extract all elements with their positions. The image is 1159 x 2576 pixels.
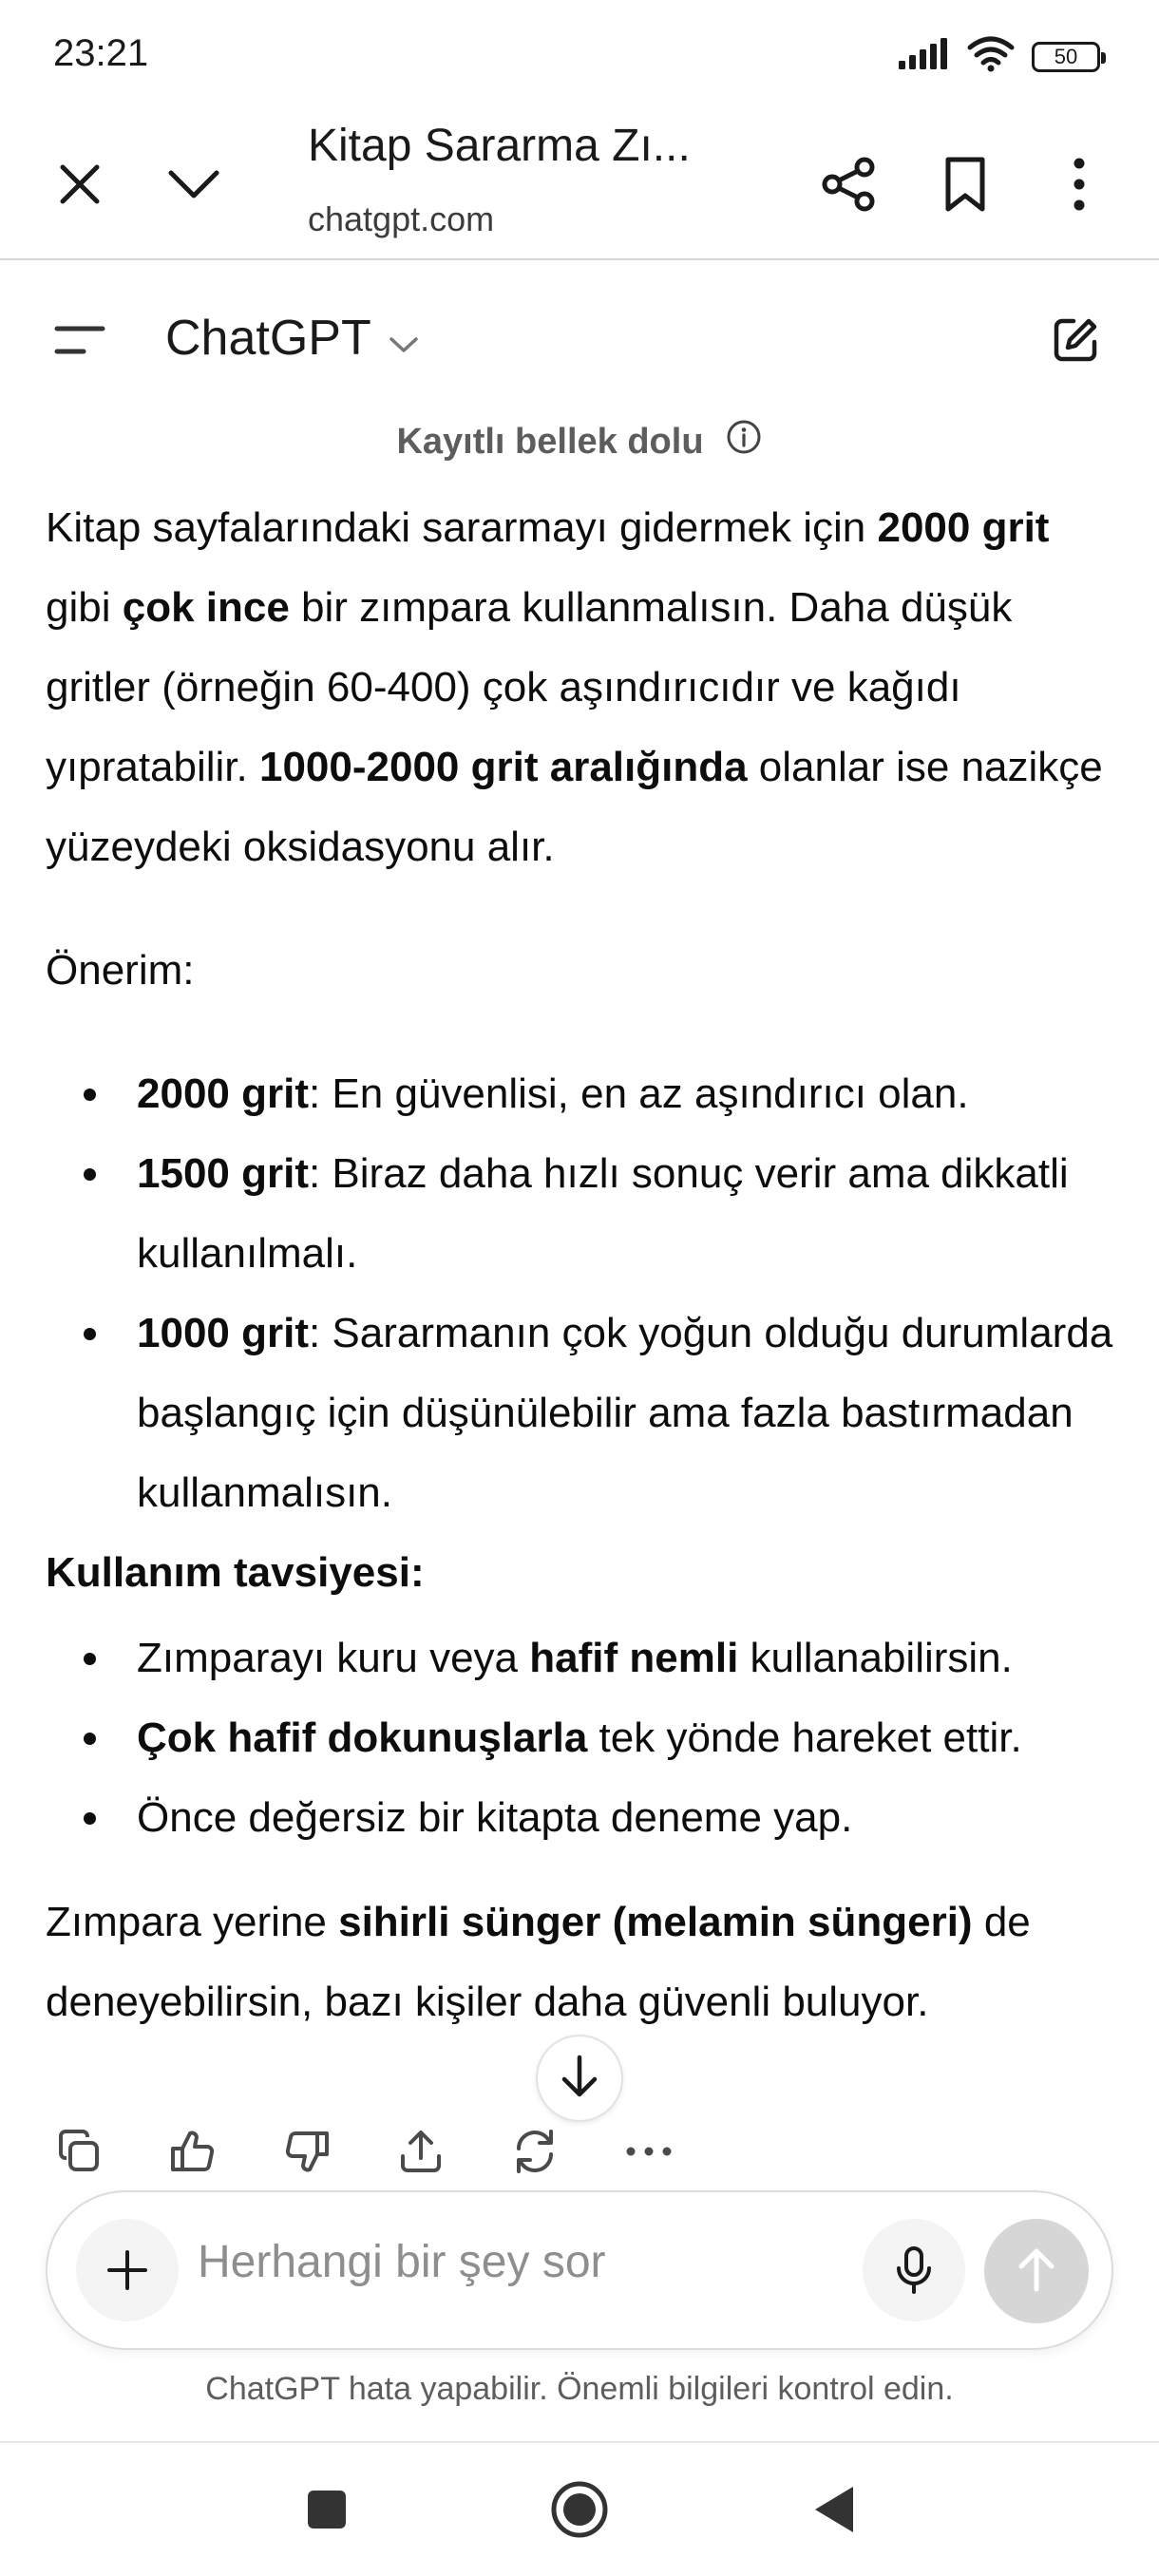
list-item: 2000 grit: En güvenlisi, en az aşındırıcı olan. bbox=[46, 1054, 1119, 1134]
list-item: 1000 grit: Sararmanın çok yoğun olduğu durumlarda başlangıç için düşünülebilir ama fazla bastırmadan kullanmalısın. bbox=[46, 1294, 1119, 1533]
recommendation-list bbox=[46, 1054, 1119, 1533]
recent-apps-icon[interactable] bbox=[289, 2472, 365, 2548]
list-item: 1500 grit: Biraz daha hızlı sonuç verir ama dikkatli kullanılmalı. bbox=[46, 1134, 1119, 1294]
copy-icon[interactable] bbox=[42, 2114, 116, 2188]
message-composer bbox=[46, 2190, 1113, 2350]
memory-note-text: Kayıtlı bellek dolu bbox=[396, 421, 704, 462]
more-vertical-icon[interactable] bbox=[1039, 144, 1119, 224]
close-icon[interactable] bbox=[40, 144, 120, 224]
send-button[interactable] bbox=[984, 2219, 1089, 2323]
status-icons bbox=[897, 36, 1100, 77]
status-time: 23:21 bbox=[53, 32, 149, 74]
system-nav-bar bbox=[0, 2441, 1159, 2576]
status-bar bbox=[0, 0, 1159, 106]
page-url[interactable]: chatgpt.com bbox=[308, 199, 495, 238]
disclaimer: ChatGPT hata yapabilir. Önemli bilgileri kontrol edin. bbox=[205, 2371, 954, 2407]
message-input[interactable] bbox=[198, 2236, 863, 2288]
thumbs-down-icon[interactable] bbox=[270, 2114, 344, 2188]
browser-toolbar bbox=[0, 106, 1159, 260]
usage-heading: Kullanım tavsiyesi: bbox=[46, 1549, 425, 1596]
closing-paragraph: Zımpara yerine sihirli sünger (melamin süngeri) de deneyebilirsin, bazı kişiler daha güvenli buluyor. bbox=[46, 1899, 1031, 2025]
bookmark-icon[interactable] bbox=[925, 144, 1005, 224]
app-title: ChatGPT bbox=[165, 311, 371, 366]
new-chat-icon[interactable] bbox=[1034, 298, 1117, 382]
usage-list bbox=[46, 1619, 1119, 1858]
microphone-icon[interactable] bbox=[863, 2219, 965, 2321]
list-item: Çok hafif dokunuşlarla tek yönde hareket ettir. bbox=[46, 1698, 1119, 1778]
info-icon[interactable] bbox=[725, 418, 763, 465]
menu-icon[interactable] bbox=[38, 298, 122, 382]
chevron-down-icon bbox=[389, 310, 419, 367]
arrow-down-icon bbox=[559, 2054, 600, 2104]
share-icon[interactable] bbox=[809, 144, 889, 224]
wifi-icon bbox=[967, 36, 1015, 77]
intro-paragraph: Kitap sayfalarındaki sararmayı gidermek için 2000 grit gibi çok ince bir zımpara kullanmalısın. Daha düşük gritler (örneğin 60-400) çok aşındırıcıdır ve kağıdı yıpratabilir. 1000-2000 grit aralığında olanlar ise nazikçe yüzeydeki oksidasyonu alır. bbox=[46, 504, 1103, 870]
message-actions bbox=[42, 2114, 686, 2188]
back-icon[interactable] bbox=[796, 2472, 872, 2548]
page-title[interactable]: Kitap Sararma Zı... bbox=[308, 121, 691, 171]
thumbs-up-icon[interactable] bbox=[156, 2114, 230, 2188]
list-item: Önce değersiz bir kitapta deneme yap. bbox=[46, 1778, 1119, 1858]
battery-icon bbox=[1032, 42, 1100, 72]
model-selector[interactable] bbox=[165, 310, 419, 367]
memory-note[interactable] bbox=[0, 418, 1159, 465]
more-horizontal-icon[interactable] bbox=[612, 2114, 686, 2188]
share-icon[interactable] bbox=[384, 2114, 458, 2188]
app-header bbox=[0, 262, 1159, 418]
recommendation-heading: Önerim: bbox=[46, 947, 195, 994]
signal-icon bbox=[897, 38, 950, 75]
battery-level: 50 bbox=[1054, 44, 1078, 68]
home-icon[interactable] bbox=[542, 2472, 618, 2548]
assistant-message bbox=[46, 488, 1119, 2042]
regenerate-icon[interactable] bbox=[498, 2114, 572, 2188]
arrow-up-icon bbox=[1016, 2245, 1057, 2298]
scroll-to-bottom-button[interactable] bbox=[536, 2035, 623, 2122]
plus-icon[interactable] bbox=[76, 2219, 179, 2321]
chevron-down-icon[interactable] bbox=[154, 144, 234, 224]
list-item: Zımparayı kuru veya hafif nemli kullanabilirsin. bbox=[46, 1619, 1119, 1698]
